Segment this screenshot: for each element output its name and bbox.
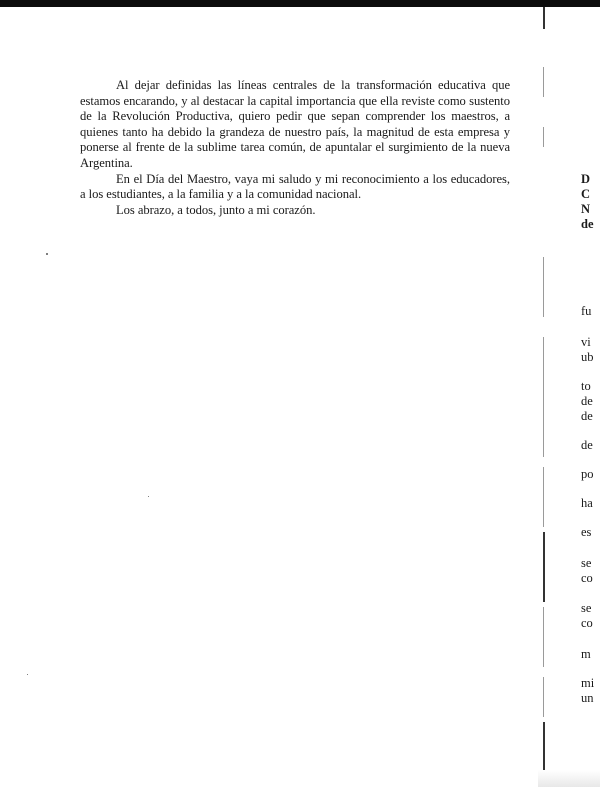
paragraph-dia-del-maestro: En el Día del Maestro, vaya mi saludo y mi reconocimiento a los educadores, a los estudiantes, a la familia y a la comunidad nacional.	[80, 171, 510, 202]
scan-top-border	[0, 0, 600, 7]
facing-text-fragment: se	[581, 556, 592, 570]
facing-text-fragment: m	[581, 647, 591, 661]
facing-text-fragment: ha	[581, 496, 593, 510]
facing-text-fragment: po	[581, 467, 594, 481]
facing-heading-fragment: D	[581, 172, 591, 186]
facing-text-fragment: de	[581, 394, 593, 408]
facing-heading-fragment: de	[581, 217, 594, 231]
facing-text-fragment: ub	[581, 350, 594, 364]
facing-text-fragment: fu	[581, 304, 592, 318]
scan-speck	[27, 674, 28, 675]
facing-text-fragment: mi	[581, 676, 595, 690]
facing-text-fragment: un	[581, 691, 594, 705]
facing-text-fragment: es	[581, 525, 592, 539]
facing-text-fragment: se	[581, 601, 592, 615]
facing-text-fragment: vi	[581, 335, 591, 349]
facing-text-fragment: to	[581, 379, 591, 393]
facing-heading-fragment: C	[581, 187, 591, 201]
facing-page	[550, 7, 600, 787]
facing-text-fragment: de	[581, 409, 593, 423]
paragraph-closing: Los abrazo, a todos, junto a mi corazón.	[116, 202, 316, 217]
facing-text-fragment: co	[581, 571, 593, 585]
facing-text-fragment: co	[581, 616, 593, 630]
paragraph-transformacion: Al dejar definidas las líneas centrales de la transformación educativa que estamos encarando, y al destacar la capital importancia que ella reviste como sustento de la Revolución Productiva, quiero pedir que sepan comprender los maestros, a quienes tanto ha debido la grandeza de nuestro país, la magnitud de esta empresa y ponerse al frente de la sublime tarea común, de apuntalar el surgimiento de la nueva Argentina.	[80, 78, 510, 170]
scan-speck	[46, 253, 48, 255]
facing-heading-fragment: N	[581, 202, 591, 216]
facing-text-fragment: de	[581, 438, 593, 452]
page-gutter	[538, 7, 550, 787]
scan-speck	[148, 496, 149, 497]
scan-bottom-shadow	[538, 770, 600, 787]
letter-body	[80, 78, 510, 218]
